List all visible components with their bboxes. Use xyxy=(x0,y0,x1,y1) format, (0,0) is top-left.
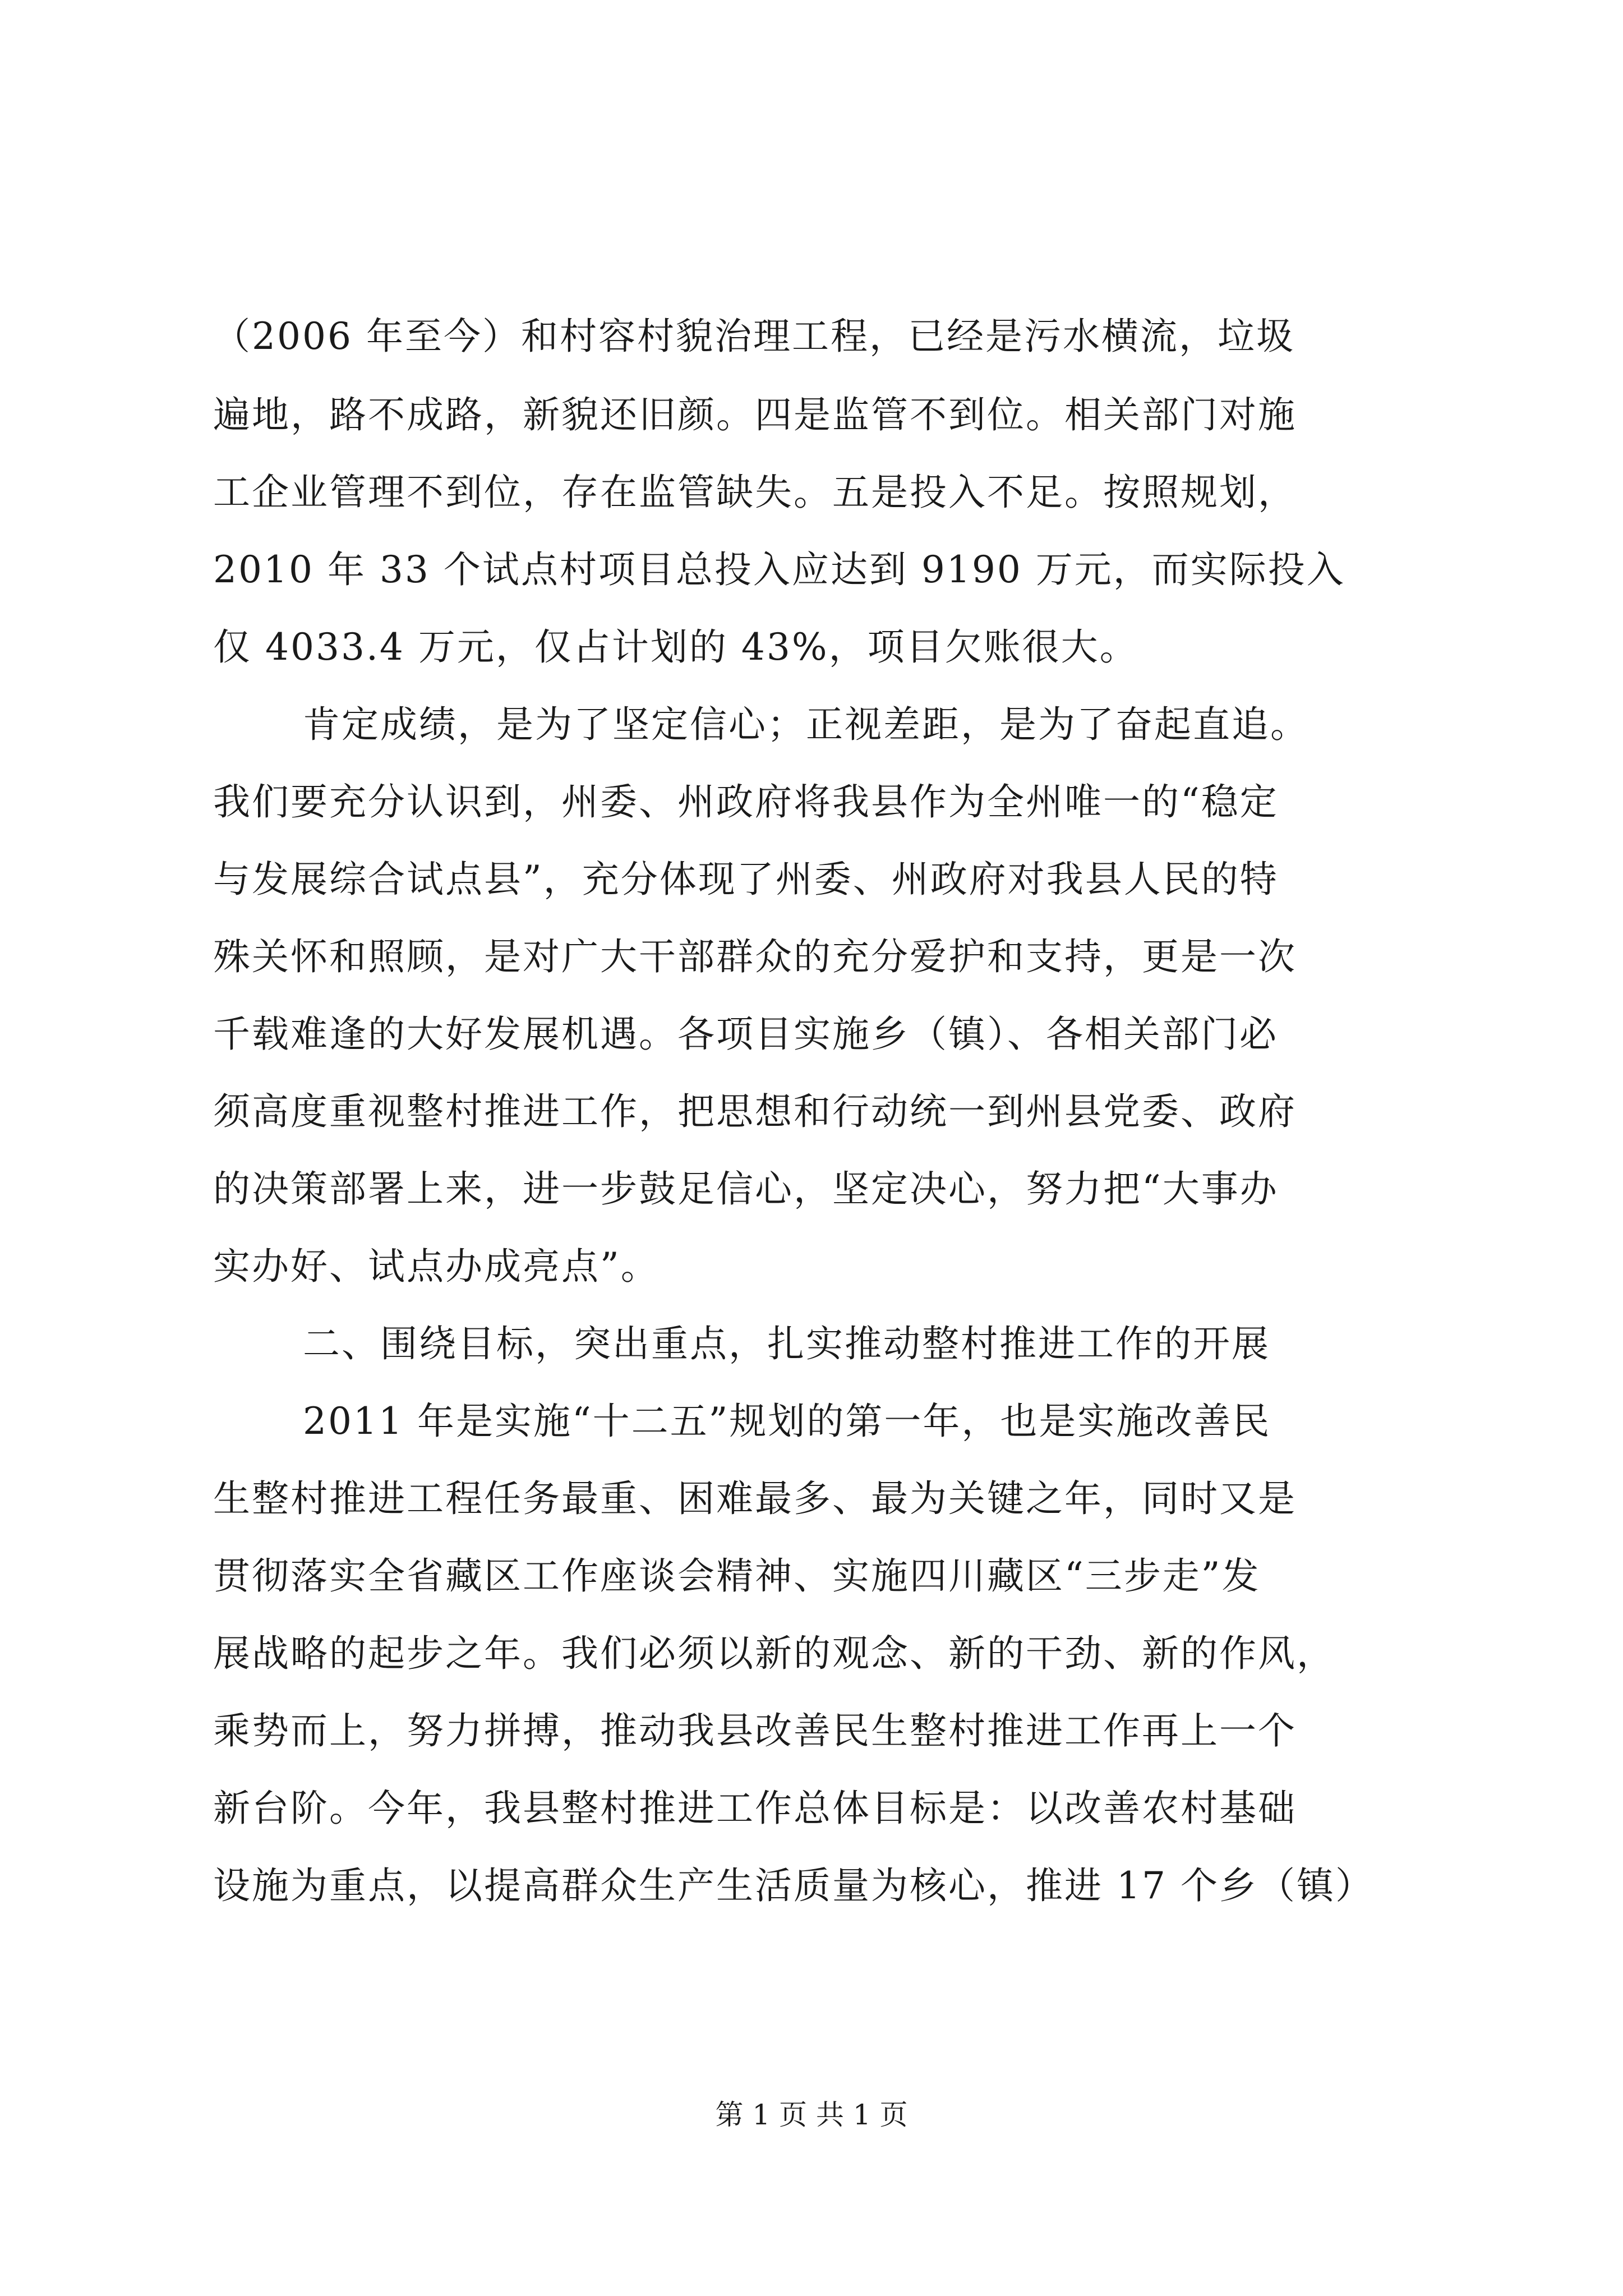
text-line-13: 实办好、试点办成亮点”。 xyxy=(213,1245,660,1288)
text-line-20: 新台阶。今年，我县整村推进工作总体目标是：以改善农村基础 xyxy=(213,1787,1297,1830)
text-line-9: 殊关怀和照顾，是对广大干部群众的充分爱护和支持，更是一次 xyxy=(213,935,1297,978)
text-line-19: 乘势而上，努力拼搏，推动我县改善民生整村推进工作再上一个 xyxy=(213,1709,1297,1752)
text-line-18: 展战略的起步之年。我们必须以新的观念、新的干劲、新的作风， xyxy=(213,1632,1335,1675)
text-line-10: 千载难逢的大好发展机遇。各项目实施乡（镇）、各相关部门必 xyxy=(213,1013,1278,1056)
text-line-16: 生整村推进工程任务最重、困难最多、最为关键之年，同时又是 xyxy=(213,1477,1297,1520)
text-line-3: 工企业管理不到位，存在监管缺失。五是投入不足。按照规划， xyxy=(213,471,1297,514)
text-line-12: 的决策部署上来，进一步鼓足信心，坚定决心，努力把“大事办 xyxy=(213,1167,1279,1211)
paragraph-start-line: 肯定成绩，是为了坚定信心；正视差距，是为了奋起直追。 xyxy=(303,703,1309,746)
text-line-4: 2010 年 33 个试点村项目总投入应达到 9190 万元，而实际投入 xyxy=(213,548,1345,591)
text-line-21: 设施为重点，以提高群众生产生活质量为核心，推进 17 个乡（镇） xyxy=(213,1864,1374,1907)
text-line-2: 遍地，路不成路，新貌还旧颜。四是监管不到位。相关部门对施 xyxy=(213,393,1297,436)
paragraph-start-line-2: 2011 年是实施“十二五”规划的第一年，也是实施改善民 xyxy=(303,1400,1271,1443)
text-line-17: 贯彻落实全省藏区工作座谈会精神、实施四川藏区“三步走”发 xyxy=(213,1554,1261,1598)
text-line-1: （2006 年至今）和村容村貌治理工程，已经是污水横流，垃圾 xyxy=(213,315,1295,358)
section-heading: 二、围绕目标，突出重点，扎实推动整村推进工作的开展 xyxy=(303,1322,1270,1365)
page-footer: 第 1 页 共 1 页 xyxy=(715,2099,908,2131)
text-line-11: 须高度重视整村推进工作，把思想和行动统一到州县党委、政府 xyxy=(213,1090,1297,1133)
text-line-5: 仅 4033.4 万元，仅占计划的 43%，项目欠账很大。 xyxy=(213,625,1138,669)
text-line-7: 我们要充分认识到，州委、州政府将我县作为全州唯一的“稳定 xyxy=(213,780,1279,823)
text-line-8: 与发展综合试点县”，充分体现了州委、州政府对我县人民的特 xyxy=(213,858,1279,901)
